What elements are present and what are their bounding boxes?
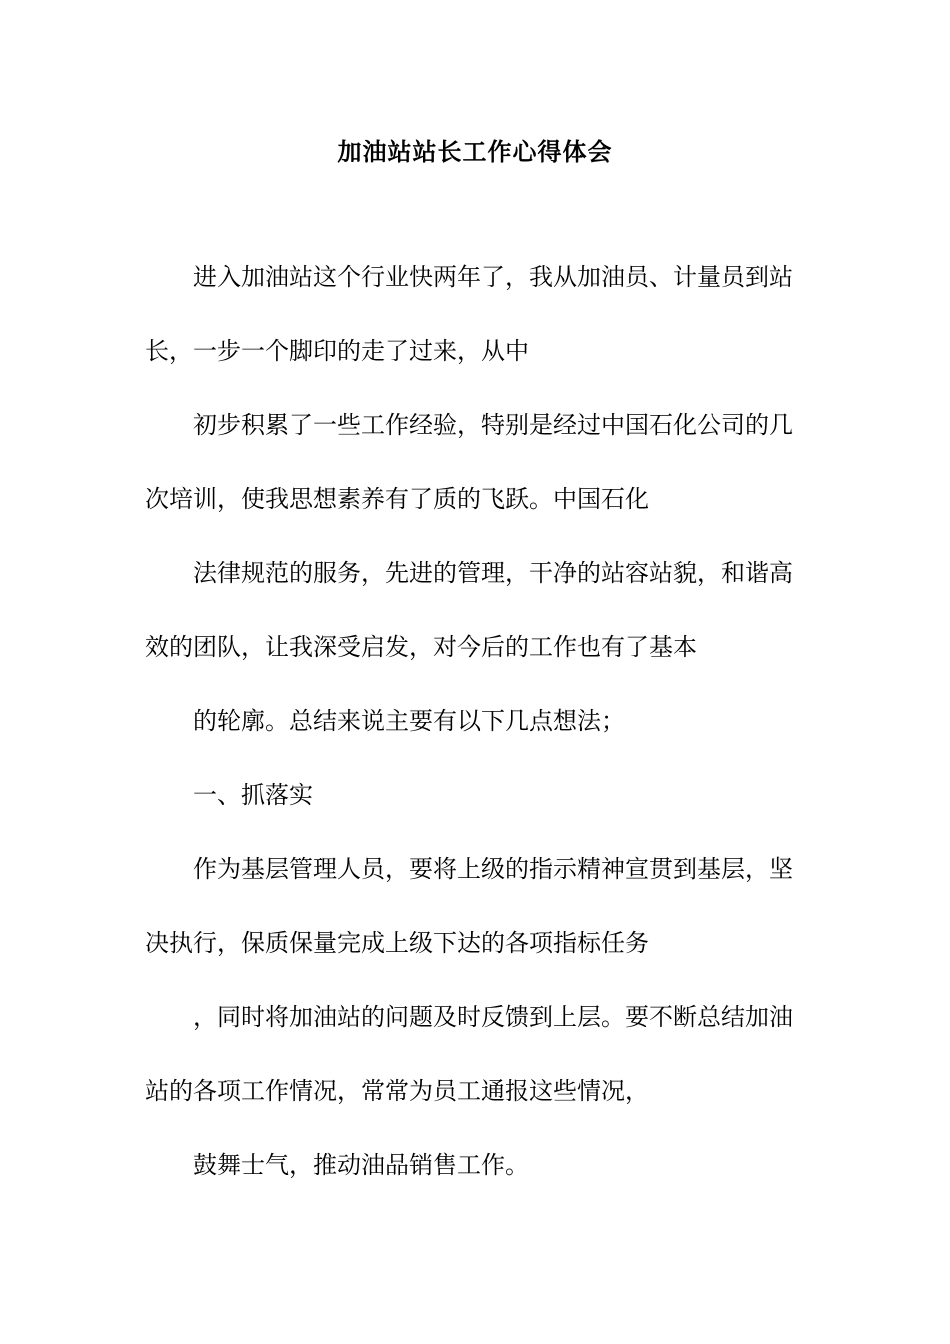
paragraph-8 [145, 1128, 805, 1202]
paragraph-2 [145, 388, 805, 536]
paragraph-line: 长，一步一个脚印的走了过来，从中 [145, 337, 529, 365]
paragraph-line: 决执行，保质保量完成上级下达的各项指标任务 [145, 929, 649, 957]
paragraph-3 [145, 536, 805, 684]
paragraph-6 [145, 832, 805, 980]
paragraph-line: 站的各项工作情况，常常为员工通报这些情况， [145, 1077, 649, 1105]
paragraph-1 [145, 240, 805, 388]
document-title: 加油站站长工作心得体会 [337, 137, 613, 166]
section-heading [145, 758, 805, 832]
paragraph-line: 效的团队，让我深受启发，对今后的工作也有了基本 [145, 633, 697, 661]
paragraph-line: 作为基层管理人员，要将上级的指示精神宣贯到基层，坚 [193, 855, 793, 883]
paragraph-4 [145, 684, 805, 758]
section-heading-text: 一、抓落实 [193, 781, 313, 809]
paragraph-line: ，同时将加油站的问题及时反馈到上层。要不断总结加油 [193, 1003, 793, 1031]
paragraph-line: 进入加油站这个行业快两年了，我从加油员、计量员到站 [193, 263, 793, 291]
paragraph-line: 的轮廓。总结来说主要有以下几点想法； [193, 707, 625, 735]
paragraph-line: 次培训，使我思想素养有了质的飞跃。中国石化 [145, 485, 649, 513]
paragraph-line: 鼓舞士气，推动油品销售工作。 [193, 1151, 529, 1179]
paragraph-line: 法律规范的服务，先进的管理，干净的站容站貌，和谐高 [193, 559, 793, 587]
paragraph-7 [145, 980, 805, 1128]
paragraph-line: 初步积累了一些工作经验，特别是经过中国石化公司的几 [193, 411, 793, 439]
